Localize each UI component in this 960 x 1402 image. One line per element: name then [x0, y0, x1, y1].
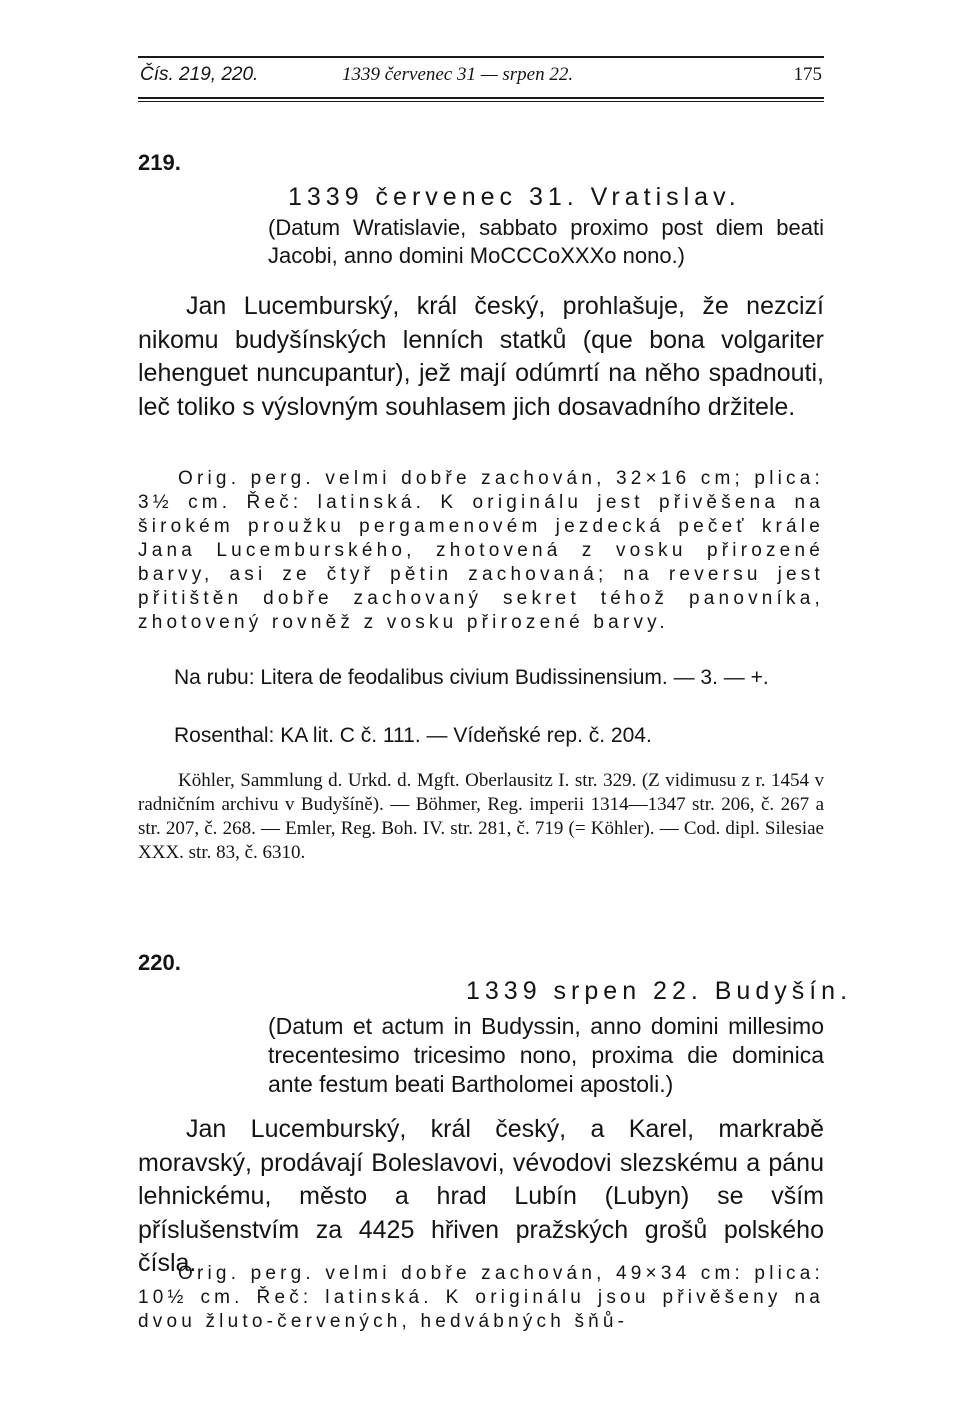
- entry-219-number: 219.: [138, 150, 181, 175]
- entry-219-date-place-text: 1339 červenec 31. Vratislav.: [288, 183, 741, 211]
- entry-219-date-place: [288, 183, 741, 212]
- entry-219-rosenthal: Rosenthal: KA lit. C č. 111. — Vídeňské rep. č. 204.: [174, 724, 652, 747]
- entry-219-verso-note: Na rubu: Litera de feodalibus civium Budissinensium. — 3. — +.: [174, 666, 769, 689]
- header-rule-bottom-1: [138, 97, 824, 99]
- running-head: [138, 64, 824, 94]
- page-number: 175: [793, 64, 822, 85]
- entry-220-datum: (Datum et actum in Budyssin, anno domini millesimo trecentesimo tricesimo nono, proxima die dominica ante festum beati Bartholomei apostoli.): [268, 1013, 824, 1097]
- header-date-range: 1339 červenec 31 — srpen 22.: [342, 64, 574, 85]
- entry-220-number: 220.: [138, 950, 181, 975]
- header-document-numbers: Čís. 219, 220.: [140, 64, 259, 85]
- entry-219-description: Orig. perg. velmi dobře zachován, 32×16 cm; plica: 3½ cm. Řeč: latinská. K originálu jest přivěšena na širokém proužku pergamenovém jezdecká pečeť krále Jana Lucemburského, zhotovená z vosku přirozené barvy, asi ze čtyř pětin zachovaná; na reversu jest přitištěn dobře zachovaný sekret téhož panovníka, zhotovený rovněž z vosku přirozené barvy.: [138, 468, 824, 633]
- entry-220-summary: Jan Lucemburský, král český, a Karel, markrabě moravský, prodávají Boleslavovi, vévodovi slezskému a pánu lehnickému, město a hrad Lubín (Lubyn) se vším příslušenstvím za 4425 hřiven pražských grošů polského čísla.: [138, 1115, 824, 1277]
- entry-219-literature: Köhler, Sammlung d. Urkd. d. Mgft. Oberlausitz I. str. 329. (Z vidimusu z r. 1454 v radničním archivu v Budyšíně). — Böhmer, Reg. imperii 1314—1347 str. 206, č. 267 a str. 207, č. 268. — Emler, Reg. Boh. IV. str. 281, č. 719 (= Köhler). — Cod. dipl. Silesiae XXX. str. 83, č. 6310.: [138, 770, 824, 863]
- header-rule-top: [138, 56, 824, 58]
- entry-220-date-place: [466, 977, 852, 1006]
- header-rule-bottom-2: [138, 101, 824, 102]
- entry-220-description: Orig. perg. velmi dobře zachován, 49×34 cm: plica: 10½ cm. Řeč: latinská. K originálu jsou přivěšeny na dvou žluto-červených, hedvábných šňů-: [138, 1263, 824, 1332]
- entry-219-datum: (Datum Wratislavie, sabbato proximo post diem beati Jacobi, anno domini MoCCCoXXXo nono.): [268, 215, 824, 268]
- entry-220-date-place-text: 1339 srpen 22. Budyšín.: [466, 977, 853, 1005]
- entry-219-summary: Jan Lucemburský, král český, prohlašuje, že nezcizí nikomu budyšínských lenních statků (que bona volgariter lehenguet nuncupantur), jež mají odúmrtí na něho spadnouti, leč toliko s výslovným souhlasem jich dosavadního držitele.: [138, 292, 824, 421]
